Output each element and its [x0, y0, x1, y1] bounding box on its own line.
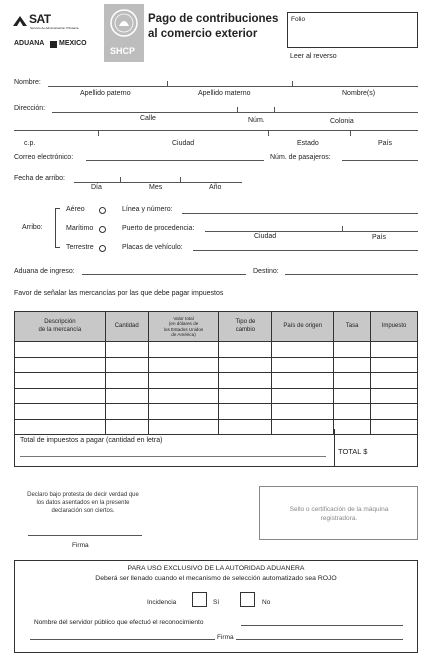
destino-field[interactable]: [285, 274, 418, 275]
total-words-field[interactable]: [20, 456, 326, 457]
col-cantidad: Cantidad: [105, 312, 148, 342]
aduana-ingreso-field[interactable]: [82, 274, 246, 275]
cp-divider-3: [350, 130, 351, 136]
table-cell[interactable]: [105, 388, 148, 404]
sat-logo: [12, 12, 98, 32]
total-words-label: Total de impuestos a pagar (cantidad en letra): [20, 437, 163, 444]
fecha-divider-1: [120, 177, 121, 183]
pais-label: País: [378, 140, 393, 147]
form-title-line1: Pago de contribuciones: [148, 13, 279, 25]
firma-field[interactable]: [28, 535, 142, 536]
puerto-divider: [342, 226, 343, 232]
table-cell[interactable]: [15, 404, 106, 420]
form-title: [148, 12, 278, 42]
table-header-row: [15, 312, 418, 342]
stamp-box: [259, 486, 418, 540]
table-cell[interactable]: [15, 373, 106, 389]
table-cell[interactable]: [15, 388, 106, 404]
cp-divider-2: [268, 130, 269, 136]
total-box: [14, 429, 418, 467]
table-cell[interactable]: [148, 373, 219, 389]
aduana-logo-mark-icon: [50, 41, 57, 48]
table-cell[interactable]: [148, 388, 219, 404]
num-pasajeros-label: Núm. de pasajeros:: [270, 154, 331, 161]
linea-vuelo-label: Línea y número:: [122, 206, 173, 213]
firma-label: Firma: [72, 542, 89, 549]
declaration-text: Declaro bajo protesta de decir verdad que los datos asentados en la presente declaración son ciertos.: [27, 492, 139, 514]
table-cell[interactable]: [148, 404, 219, 420]
destino-label: Destino:: [253, 268, 279, 275]
table-cell[interactable]: [334, 404, 371, 420]
merchandise-table: [14, 311, 418, 435]
apellido-paterno-label: Apellido paterno: [80, 90, 131, 97]
terrestre-radio[interactable]: [99, 245, 106, 252]
incidencia-label: Incidencia: [147, 599, 177, 606]
table-cell[interactable]: [371, 357, 418, 373]
sat-logo-subtitle: Servicio de Administración Tributaria: [30, 26, 79, 30]
table-cell[interactable]: [272, 357, 334, 373]
table-row: [15, 357, 418, 373]
customs-box: [14, 560, 418, 653]
folio-label: Folio: [291, 16, 306, 23]
table-cell[interactable]: [219, 357, 272, 373]
aduana-ingreso-label: Aduana de ingreso:: [14, 268, 75, 275]
table-cell[interactable]: [272, 373, 334, 389]
nombre-divider-1: [167, 81, 168, 87]
cp-divider-1: [98, 130, 99, 136]
direccion-label: Dirección:: [14, 105, 46, 112]
col-descripcion: Descripción de la mercancía: [15, 312, 106, 342]
colonia-label: Colonia: [330, 118, 354, 125]
mexico-seal-icon: [109, 8, 139, 38]
table-cell[interactable]: [148, 357, 219, 373]
table-cell[interactable]: [219, 404, 272, 420]
customs-title: PARA USO EXCLUSIVO DE LA AUTORIDAD ADUANERA: [127, 565, 305, 572]
table-cell[interactable]: [15, 357, 106, 373]
table-cell[interactable]: [148, 342, 219, 358]
shcp-badge: [104, 4, 144, 62]
table-row: [15, 404, 418, 420]
fecha-arribo-field[interactable]: [74, 182, 242, 183]
table-cell[interactable]: [272, 342, 334, 358]
table-cell[interactable]: [272, 404, 334, 420]
table-cell[interactable]: [219, 373, 272, 389]
direccion-divider-2: [274, 107, 275, 113]
num-pasajeros-field[interactable]: [342, 160, 418, 161]
aereo-label: Aéreo: [66, 206, 85, 213]
placas-label: Placas de vehículo:: [122, 244, 183, 251]
ciudad-label: Ciudad: [172, 140, 195, 147]
total-divider: [334, 429, 335, 466]
table-cell[interactable]: [105, 357, 148, 373]
table-cell[interactable]: [371, 373, 418, 389]
correo-label: Correo electrónico:: [14, 154, 74, 161]
nombre-label: Nombre:: [14, 79, 41, 86]
stamp-text: Sello o certificación de la máquina registradora.: [289, 506, 389, 522]
incidencia-no-checkbox[interactable]: [240, 592, 255, 607]
incidencia-no-label: No: [262, 599, 271, 606]
table-cell[interactable]: [334, 373, 371, 389]
sat-logo-text: SAT: [29, 12, 51, 26]
puerto-procedencia-field[interactable]: [205, 231, 418, 232]
table-cell[interactable]: [371, 388, 418, 404]
correo-field[interactable]: [86, 160, 264, 161]
arribo-label: Arribo:: [22, 224, 43, 231]
cp-label: c.p.: [24, 140, 36, 147]
calle-label: Calle: [140, 115, 156, 122]
nombre-field[interactable]: [48, 86, 418, 87]
customs-subtitle: Deberá ser llenado cuando el mecanismo de selección automatizado sea ROJO: [95, 575, 337, 582]
table-cell[interactable]: [334, 357, 371, 373]
form-title-line2: al comercio exterior: [148, 28, 258, 40]
table-cell[interactable]: [105, 404, 148, 420]
table-cell[interactable]: [334, 342, 371, 358]
table-cell[interactable]: [15, 342, 106, 358]
col-valor-total: Valor total (en dólares de los Estados Unidos de América): [148, 312, 219, 342]
table-cell[interactable]: [371, 404, 418, 420]
fecha-divider-2: [180, 177, 181, 183]
linea-vuelo-field[interactable]: [182, 213, 418, 214]
reverse-note: Leer al reverso: [290, 53, 337, 60]
col-tasa: Tasa: [334, 312, 371, 342]
placas-field[interactable]: [193, 250, 418, 251]
col-pais-origen: País de origen: [272, 312, 334, 342]
table-cell[interactable]: [105, 373, 148, 389]
puerto-pais-label: País: [372, 234, 387, 241]
table-cell[interactable]: [105, 342, 148, 358]
col-impuesto: Impuesto: [371, 312, 418, 342]
table-cell[interactable]: [272, 388, 334, 404]
table-row: [15, 373, 418, 389]
instructions-text: Favor de señalar las mercancías por las que debe pagar impuestos: [14, 290, 224, 297]
table-cell[interactable]: [219, 342, 272, 358]
shcp-label: SHCP: [110, 46, 136, 56]
direccion-field-2[interactable]: [14, 130, 418, 131]
servidor-field[interactable]: [241, 625, 403, 626]
table-cell[interactable]: [334, 388, 371, 404]
num-label: Núm.: [248, 117, 265, 124]
aduana-mexico-logo: [14, 40, 98, 52]
maritimo-radio[interactable]: [99, 226, 106, 233]
aduana-logo-left: ADUANA: [14, 40, 45, 47]
aduana-logo-right: MEXICO: [59, 40, 87, 47]
nombre-divider-2: [292, 81, 293, 87]
table-cell[interactable]: [371, 342, 418, 358]
arribo-bracket: [55, 208, 60, 248]
sat-emblem-icon: [12, 14, 28, 28]
customs-firma-label: Firma: [217, 634, 234, 641]
direccion-field[interactable]: [52, 112, 418, 113]
fecha-arribo-label: Fecha de arribo:: [14, 175, 65, 182]
puerto-procedencia-label: Puerto de procedencia:: [122, 225, 195, 232]
aereo-radio[interactable]: [99, 207, 106, 214]
total-label: TOTAL $: [338, 447, 368, 456]
terrestre-label: Terrestre: [66, 244, 94, 251]
table-row: [15, 342, 418, 358]
folio-box[interactable]: [287, 12, 418, 48]
puerto-ciudad-label: Ciudad: [254, 233, 277, 240]
anio-label: Año: [209, 184, 222, 191]
mes-label: Mes: [149, 184, 163, 191]
dia-label: Día: [91, 184, 102, 191]
maritimo-label: Marítimo: [66, 225, 94, 232]
nombres-label: Nombre(s): [342, 90, 376, 97]
table-row: [15, 388, 418, 404]
direccion-divider-1: [237, 107, 238, 113]
incidencia-si-label: Sí: [213, 599, 220, 606]
col-tipo-cambio: Tipo de cambio: [219, 312, 272, 342]
estado-label: Estado: [297, 140, 319, 147]
servidor-label: Nombre del servidor público que efectuó el reconocimiento: [34, 619, 204, 626]
apellido-materno-label: Apellido materno: [198, 90, 251, 97]
incidencia-si-checkbox[interactable]: [192, 592, 207, 607]
table-cell[interactable]: [219, 388, 272, 404]
